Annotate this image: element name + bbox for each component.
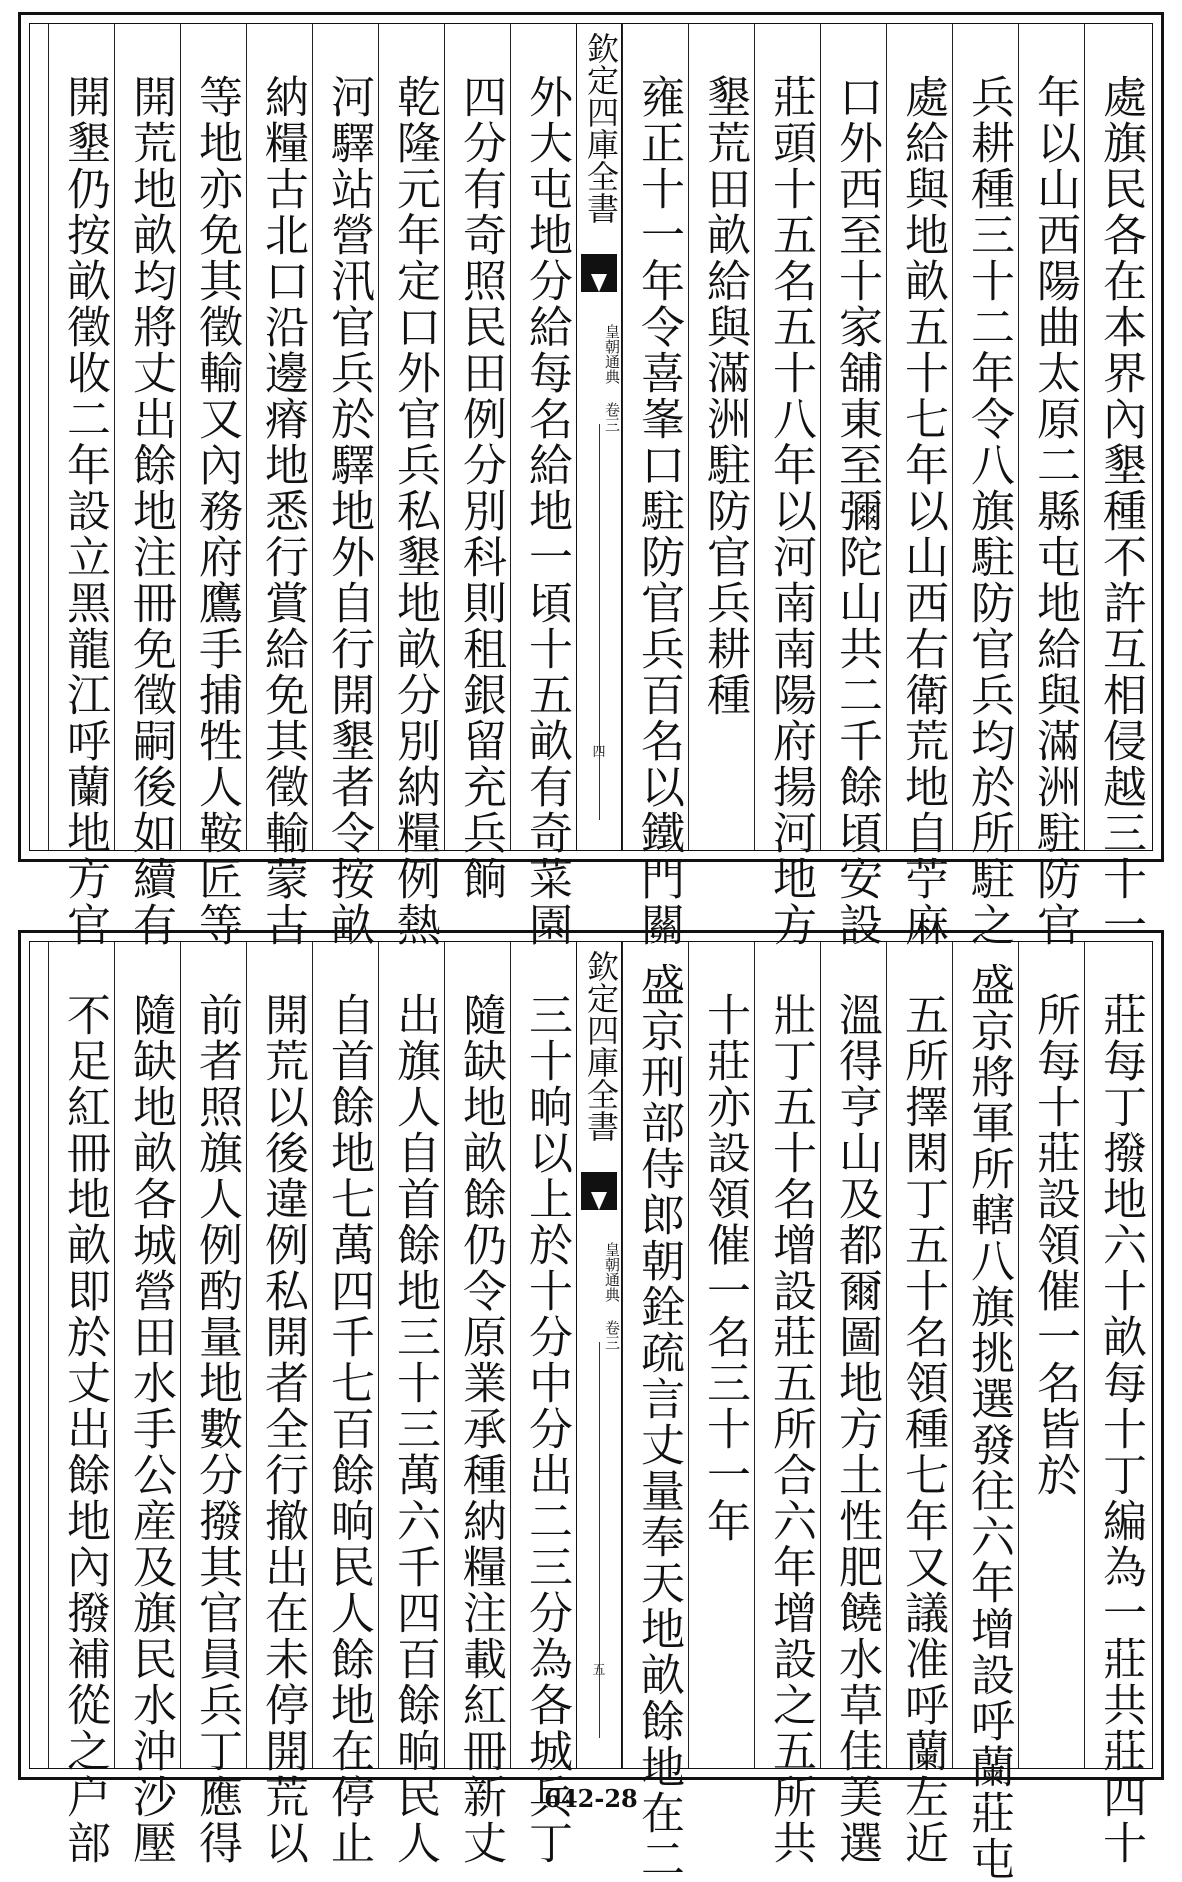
bottom-column-r7 [688,942,754,1768]
top-column-l4 [312,24,378,948]
bottom-spine [576,942,622,1768]
column-text: 口外西至十家舖東至彌陀山共二千餘頃安設 [831,74,882,948]
spine-divider [599,424,600,820]
page-code: 642-28 [544,1784,638,1813]
bottom-column-r4 [886,942,952,1866]
bottom-column-r8 [622,942,688,1882]
top-page [18,12,1164,948]
spine-title: 欽定四庫全書 [582,950,620,1142]
top-column-l8 [48,24,114,948]
top-column-l7 [114,24,180,948]
column-text: 莊頭十五名五十八年以河南南陽府揚河地方 [765,74,816,948]
bottom-column-l2 [444,942,510,1866]
column-text: 莊每丁撥地六十畝每十丁編為一莊共莊四十 [1095,992,1146,1866]
bottom-column-l1 [510,942,576,1866]
top-column-r8 [622,24,688,948]
column-text: 雍正十一年令喜峯口駐防官兵百名以鐵門關 [633,74,684,948]
spine-page-number: 四 [592,745,606,760]
top-spine [576,24,622,850]
top-column-r4 [886,24,952,948]
column-text: 處旗民各在本界內墾種不許互相侵越三十一 [1095,74,1146,948]
column-text: 兵耕種三十二年令八旗駐防官兵均於所駐之 [963,74,1014,948]
bottom-column-r1 [1084,942,1150,1866]
column-text: 十莊亦設領催一名三十一年 [699,992,750,1544]
column-text: 前者照旗人例酌量地數分撥其官員兵丁應得 [191,992,242,1866]
column-text: 納糧古北口沿邊瘠地悉行賞給免其徵輸蒙古 [257,74,308,948]
top-column-r6 [754,24,820,948]
top-column-r7 [688,24,754,850]
top-column-l5 [246,24,312,948]
bottom-column-r6 [754,942,820,1866]
column-text: 出旗人自首餘地三十三萬六千四百餘晌民人 [389,992,440,1866]
top-column-r3 [952,24,1018,948]
column-text: 自首餘地七萬四千七百餘晌民人餘地在停止 [323,992,374,1866]
column-text: 壯丁五十名增設莊五所合六年增設之五所共 [765,992,816,1866]
column-text: 墾荒田畝給與滿洲駐防官兵耕種 [699,74,750,718]
column-text: 外大屯地分給每名給地一頃十五畝有奇菜園 [521,74,572,948]
fishtail-mark-icon [581,254,617,292]
fishtail-mark-icon [581,1172,617,1210]
column-text: 處給與地畝五十七年以山西右衛荒地自苧麻 [897,74,948,948]
column-text: 五所擇閑丁五十名領種七年又議准呼蘭左近 [897,992,948,1866]
bottom-column-l4 [312,942,378,1866]
top-column-l2 [444,24,510,902]
spine-title: 欽定四庫全書 [582,32,620,224]
column-text: 乾隆元年定口外官兵私墾地畝分別納糧例熱 [389,74,440,948]
bottom-column-r2 [1018,942,1084,1768]
column-text: 溫得亨山及都爾圖地方土性肥饒水草佳美選 [831,992,882,1866]
column-text: 等地亦免其徵輸又內務府鷹手捕牲人鞍匠等 [191,74,242,948]
bottom-column-l5 [246,942,312,1866]
top-column-l1 [510,24,576,948]
column-text: 隨缺地畝各城營田水手公産及旗民水沖沙壓 [125,992,176,1866]
column-text: 開荒地畝均將丈出餘地注冊免徵嗣後如續有 [125,74,176,948]
column-text: 隨缺地畝餘仍令原業承種納糧注載紅冊新丈 [455,992,506,1866]
column-text: 所每十莊設領催一名皆於 [1029,992,1080,1498]
spine-subtitle: 皇朝通典 卷三 [603,1242,621,1350]
top-column-r1 [1084,24,1150,948]
spine-divider [599,1342,600,1738]
spine-page-number: 五 [592,1663,606,1678]
bottom-column-l6 [180,942,246,1866]
spine-subtitle: 皇朝通典 卷三 [603,324,621,432]
bottom-column-l3 [378,942,444,1866]
top-column-l3 [378,24,444,948]
column-text: 年以山西陽曲太原二縣屯地給與滿洲駐防官 [1029,74,1080,948]
column-text: 開荒以後違例私開者全行撤出在未停開荒以 [257,992,308,1866]
top-column-r2 [1018,24,1084,948]
top-column-r5 [820,24,886,948]
column-text: 三十晌以上於十分中分出二三分為各城兵丁 [521,992,572,1866]
bottom-column-r3 [952,942,1018,1882]
column-text: 不足紅冊地畝即於丈出餘地內撥補從之户部 [59,992,110,1866]
column-text: 盛京將軍所轄八旗挑選發往六年增設呼蘭莊屯 [963,962,1014,1882]
top-column-l6 [180,24,246,948]
top-page-frame [29,23,1153,948]
column-text: 河驛站營汛官兵於驛地外自行開墾者令按畝 [323,74,374,948]
bottom-column-l7 [114,942,180,1866]
bottom-column-r5 [820,942,886,1866]
column-text: 四分有奇照民田例分別科則租銀留充兵餉 [455,74,506,902]
bottom-column-l8 [48,942,114,1866]
column-text: 開墾仍按畝徵收二年設立黑龍江呼蘭地方官 [59,74,110,948]
column-text: 盛京刑部侍郎朝銓疏言丈量奉天地畝餘地在二 [633,962,684,1882]
